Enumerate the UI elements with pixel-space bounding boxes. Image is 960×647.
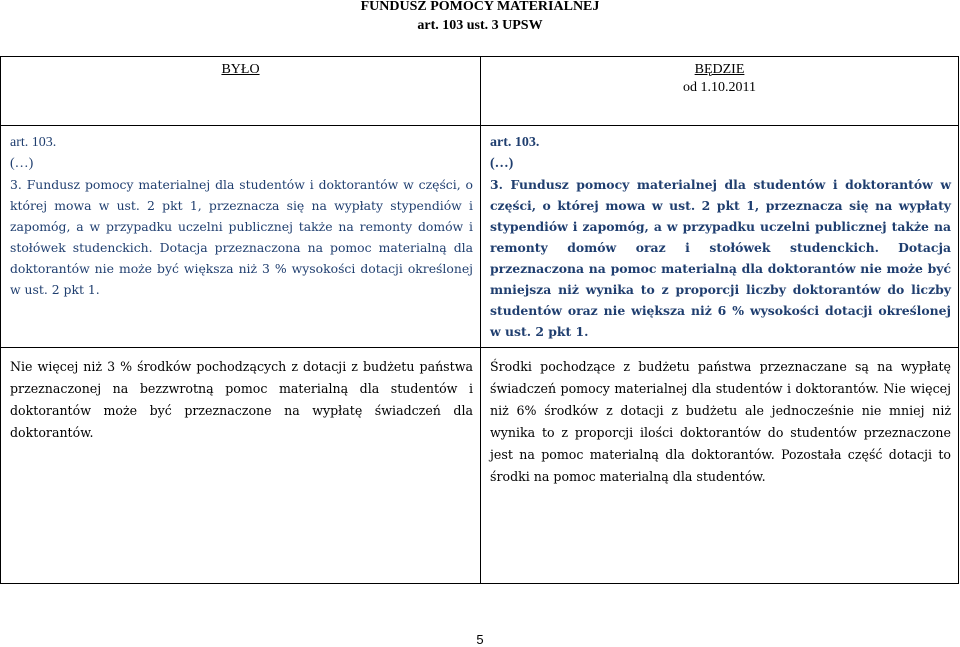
explanation-text: Nie więcej niż 3 % środków pochodzących z dotacji z budżetu państwa przeznaczonej na bezzwrotną pomoc materialną dla studentów i doktorantów może być przeznaczone na wypłatę świadczeń dla doktorantów. <box>10 359 473 440</box>
cell-after-article <box>481 126 959 348</box>
column-sublabel-after: od 1.10.2011 <box>683 80 756 95</box>
article-number: art. 103. <box>490 135 540 150</box>
document-subtitle: art. 103 ust. 3 UPSW <box>417 18 543 33</box>
ellipsis: (…) <box>10 156 34 171</box>
cell-before-explanation <box>1 348 481 584</box>
page-number: 5 <box>476 632 484 647</box>
column-header-after <box>481 57 959 126</box>
cell-before-article <box>1 126 481 348</box>
ellipsis: (…) <box>490 156 514 171</box>
article-text-sentence: Dotacja przeznaczona na pomoc materialną dla doktorantów nie może być mniejsza niż wynika to z proporcji liczby doktorantów do liczby studentów oraz nie większa niż 6 % wysokości dotacji określonej w ust. 2 pkt 1. <box>490 240 951 339</box>
document-title: FUNDUSZ POMOCY MATERIALNEJ <box>360 0 600 14</box>
comparison-table <box>0 56 959 584</box>
article-number: art. 103. <box>10 135 57 150</box>
article-text-blue: 3. Fundusz pomocy materialnej dla studentów i doktorantów w części, o której mowa w ust. 2 pkt 1, przeznacza się na wypłaty stypendiów i zapomóg, a w przypadku uczelni publicznej także na remonty domów oraz i stołówek studenckich. <box>490 177 951 255</box>
article-text-blue: 3. Fundusz pomocy materialnej dla studentów i doktorantów w części, o której mowa w ust. 2 pkt 1, przeznacza się na wypłaty stypendiów i zapomóg, a w przypadku uczelni publicznej także na remonty domów i stołówek studenckich. <box>10 177 473 255</box>
column-header-before <box>1 57 481 126</box>
explanation-text: Środki pochodzące z budżetu państwa przeznaczane są na wypłatę świadczeń pomocy materialnej dla studentów i doktorantów. Nie więcej niż 6% środków z dotacji z budżetu ale jednocześnie nie mniej niż wynika to z proporcji ilości doktorantów do studentów przeznaczone jest na pomoc materialną dla doktorantów. Pozostała część dotacji to środki na pomoc materialną dla studentów. <box>490 359 951 484</box>
cell-after-explanation <box>481 348 959 584</box>
column-label-after: BĘDZIE <box>694 62 745 77</box>
column-label-before: BYŁO <box>221 62 260 77</box>
article-text-sentence: Dotacja przeznaczona na pomoc materialną dla doktorantów nie może być większa niż 3 % wysokości dotacji określonej w ust. 2 pkt 1. <box>10 240 473 297</box>
